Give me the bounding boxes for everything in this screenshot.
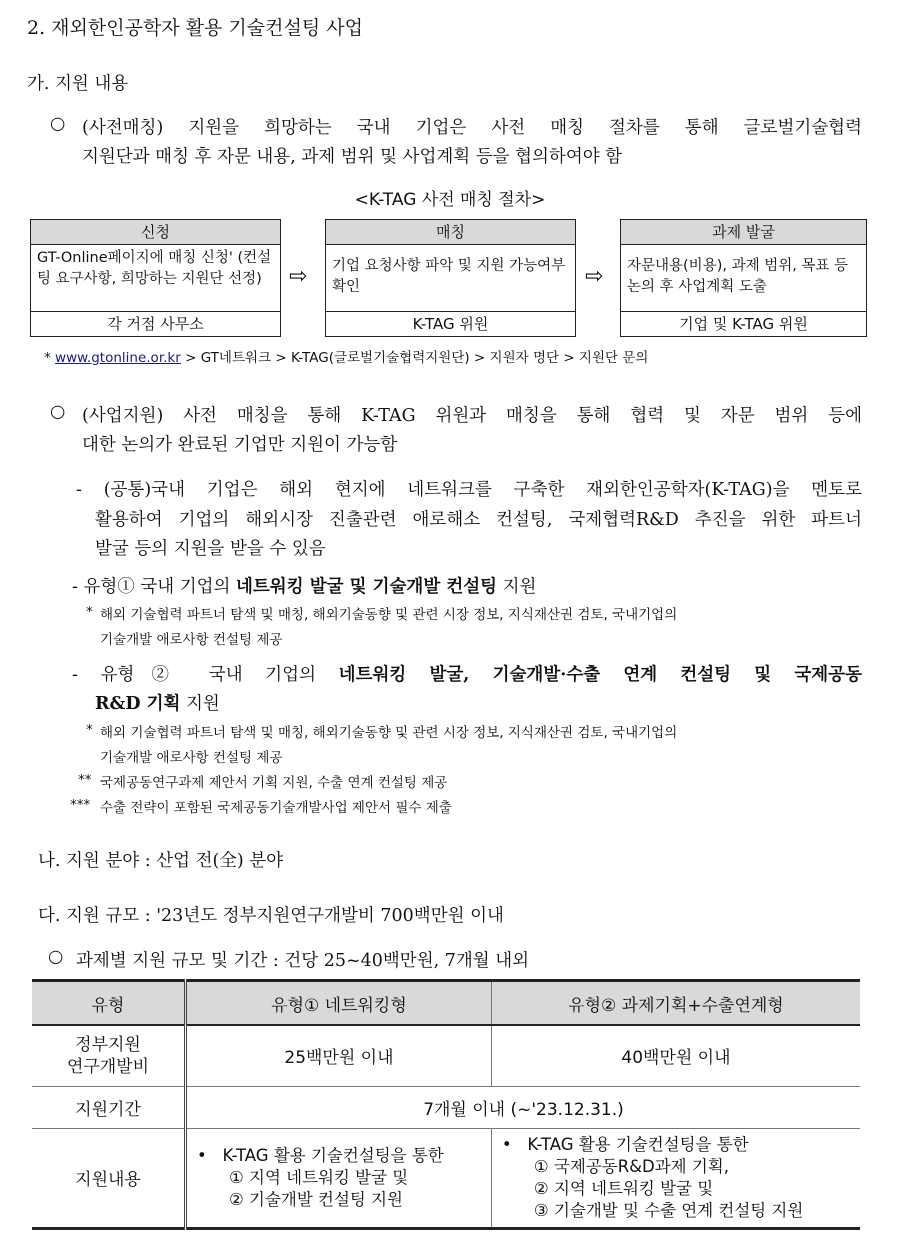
type2-line1 [72, 661, 862, 686]
type2-bold: 네트워킹 발굴, 기술개발·수출 연계 컨설팅 및 국제공동 [338, 665, 862, 685]
flow-step-body: 기업 요청사항 파악 및 지원 가능여부 확인 [332, 258, 566, 295]
scale-bullet: 과제별 지원 규모 및 기간 : 건당 25~40백만원, 7개월 내외 [76, 951, 530, 971]
content-line: ③ 기술개발 및 수출 연계 컨설팅 지원 [533, 1200, 804, 1220]
flow-step-head: 매칭 [326, 220, 575, 245]
type1-prefix: - 유형① 국내 기업의 [72, 577, 236, 597]
row-label: 지원기간 [32, 1086, 186, 1128]
flow-step-body: 자문내용(비용), 과제 범위, 목표 등 논의 후 사업계획 도출 [627, 258, 849, 295]
flow-step-foot: K-TAG 위원 [326, 311, 575, 336]
table-row [32, 1086, 860, 1128]
type2-line2 [95, 690, 220, 715]
flow-step-matching [325, 219, 576, 337]
arrow-right-icon: ⇨ [289, 264, 308, 289]
type2-bold2: R&D 기획 [95, 694, 181, 714]
type1-bold: 네트워킹 발굴 및 기술개발 컨설팅 [236, 577, 498, 597]
flow-step-head: 과제 발굴 [621, 220, 866, 245]
content-text: K-TAG 활용 기술컨설팅을 통한 [527, 1134, 749, 1154]
content-line [502, 1134, 859, 1156]
heading-ga: 가. 지원 내용 [27, 74, 129, 94]
content-line [197, 1145, 490, 1167]
type1-note-mark: * [86, 604, 93, 620]
type1-note-line1: 해외 기술협력 파트너 탐색 및 매칭, 해외기술동향 및 관련 시장 정보, 지식재산권 검토, 국내기업의 [100, 607, 678, 623]
note-star: * [44, 350, 51, 366]
bullet-circle: ○ [50, 402, 66, 422]
type1-suffix: 지원 [497, 577, 537, 597]
content-line: ① 국제공동R&D과제 기획, [533, 1156, 729, 1176]
heading-na: 나. 지원 분야 : 산업 전(全) 분야 [38, 851, 284, 871]
type2-suffix: 지원 [180, 694, 220, 714]
table-row [32, 1025, 860, 1086]
type1-note-line2: 기술개발 애로사항 컨설팅 제공 [100, 632, 283, 648]
table-header: 유형① 네트워킹형 [186, 981, 492, 1026]
table-row [32, 1128, 860, 1228]
table-header: 유형 [32, 981, 186, 1026]
table-cell: 25백만원 이내 [186, 1025, 492, 1086]
common-line3: 발굴 등의 지원을 받을 수 있음 [95, 539, 326, 559]
flow-step-foot: 기업 및 K-TAG 위원 [621, 311, 866, 336]
table-header: 유형② 과제기획+수출연계형 [491, 981, 860, 1026]
business-support-line1: (사업지원) 사전 매칭을 통해 K-TAG 위원과 매칭을 통해 협력 및 자문 범위 등에 [82, 406, 862, 426]
prematching-line2: 지원단과 매칭 후 자문 내용, 과제 범위 및 사업계획 등을 협의하여야 함 [82, 147, 623, 167]
table-cell [186, 1128, 492, 1228]
row-label: 지원내용 [32, 1128, 186, 1228]
bullet-dot: • [501, 1134, 512, 1154]
table-header-row [32, 981, 860, 1026]
bullet-circle: ○ [48, 947, 64, 967]
gtonline-link[interactable]: www.gtonline.or.kr [55, 350, 181, 366]
note-path: > GT네트워크 > K-TAG(글로벌기술협력지원단) > 지원자 명단 > 지원단 문의 [180, 350, 649, 366]
heading-da: 다. 지원 규모 : '23년도 정부지원연구개발비 700백만원 이내 [38, 906, 504, 926]
type2-note1-mark: * [86, 722, 93, 738]
type2-note3-mark: *** [70, 797, 91, 813]
type2-note3: 수출 전략이 포함된 국제공동기술개발사업 제안서 필수 제출 [100, 800, 452, 816]
row-label: 정부지원 연구개발비 [32, 1025, 186, 1086]
content-line: ① 지역 네트워킹 발굴 및 [229, 1167, 409, 1187]
type2-note2-mark: ** [78, 772, 92, 788]
business-support-line2: 대한 논의가 완료된 기업만 지원이 가능함 [82, 435, 398, 455]
bullet-dot: • [197, 1145, 207, 1165]
table-cell: 40백만원 이내 [491, 1025, 860, 1086]
flow-step-foot: 각 거점 사무소 [31, 311, 280, 336]
arrow-right-icon: ⇨ [585, 264, 604, 289]
content-line: ② 지역 네트워킹 발굴 및 [533, 1178, 714, 1198]
content-line: ② 기술개발 컨설팅 지원 [229, 1189, 403, 1209]
bullet-circle: ○ [50, 114, 66, 134]
support-table [32, 979, 860, 1230]
section-title: 2. 재외한인공학자 활용 기술컨설팅 사업 [27, 17, 363, 39]
content-text: K-TAG 활용 기술컨설팅을 통한 [222, 1145, 444, 1165]
type2-prefix: - 유형② 국내 기업의 [72, 665, 339, 685]
flow-note [44, 346, 648, 366]
prematching-line1: (사전매칭) 지원을 희망하는 국내 기업은 사전 매칭 절차를 통해 글로벌기술협력 [82, 118, 862, 138]
type2-note1-line1: 해외 기술협력 파트너 탐색 및 매칭, 해외기술동향 및 관련 시장 정보, 지식재산권 검토, 국내기업의 [100, 725, 678, 741]
flow-step-head: 신청 [31, 220, 280, 245]
common-line1: - (공통)국내 기업은 해외 현지에 네트워크를 구축한 재외한인공학자(K-TAG)을 멘토로 [76, 480, 862, 500]
flow-step-discovery [620, 219, 867, 337]
flow-step-body: GT-Online페이지에 매칭 신청' (컨설팅 요구사항, 희망하는 지원단 선정) [37, 250, 272, 287]
type2-note2: 국제공동연구과제 제안서 기획 지원, 수출 연계 컨설팅 제공 [100, 775, 448, 791]
table-cell [491, 1128, 860, 1228]
flow-step-apply [30, 219, 281, 337]
flow-title: <K-TAG 사전 매칭 절차> [354, 190, 546, 210]
type1-line [72, 573, 536, 598]
common-line2: 활용하여 기업의 해외시장 진출관련 애로해소 컨설팅, 국제협력R&D 추진을 위한 파트너 [95, 510, 862, 530]
table-cell: 7개월 이내 (~'23.12.31.) [186, 1086, 861, 1128]
type2-note1-line2: 기술개발 애로사항 컨설팅 제공 [100, 750, 283, 766]
